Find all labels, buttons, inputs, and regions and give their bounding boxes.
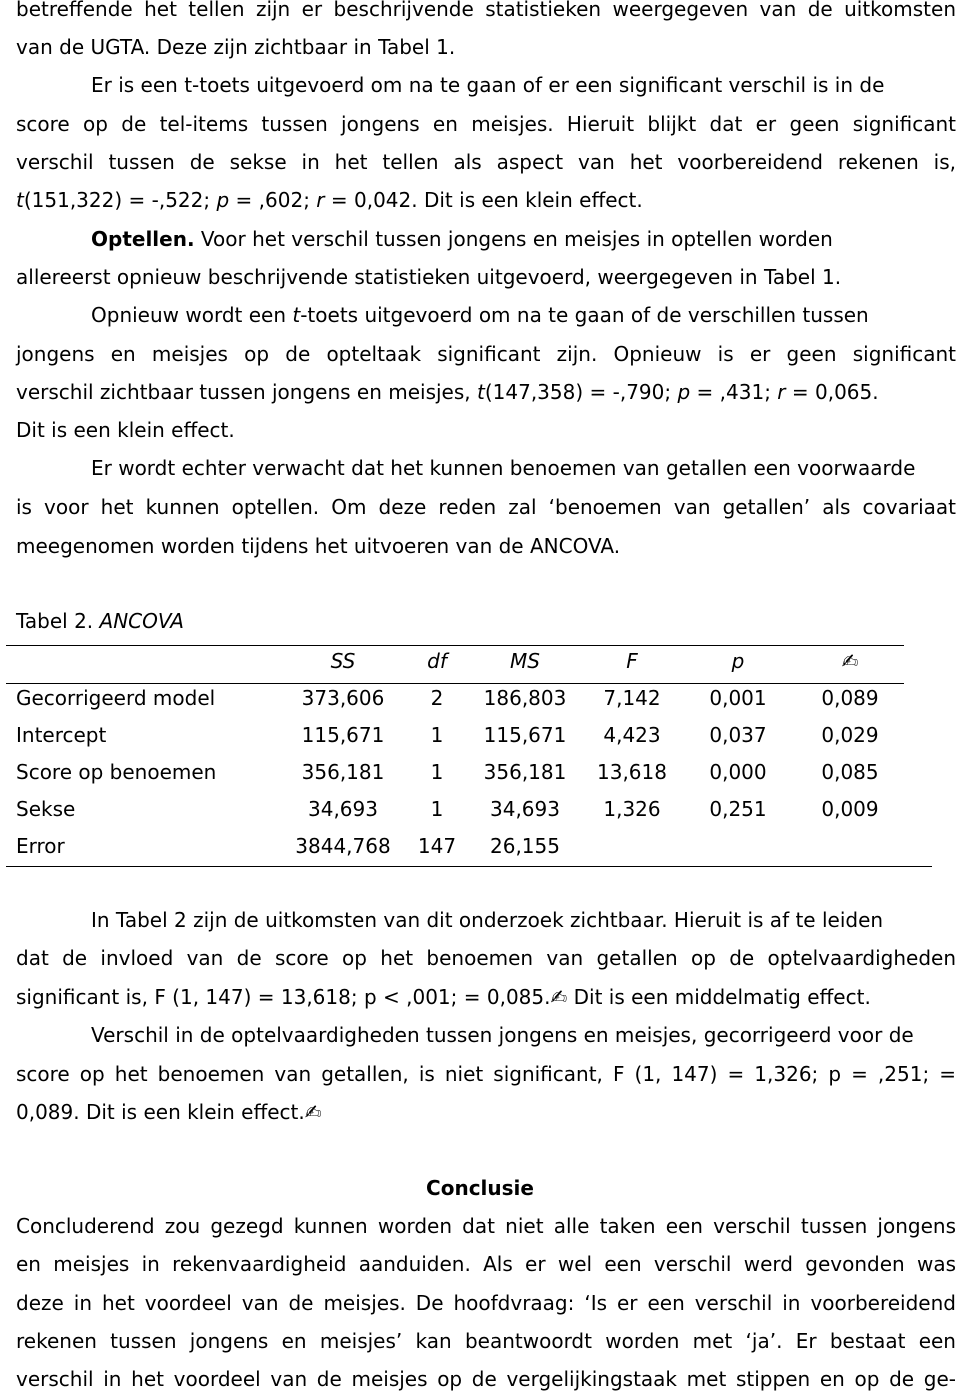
- cell-f: 7,142: [603, 686, 661, 710]
- table-header-rule: [6, 683, 904, 684]
- cell-effect: 0,085: [821, 760, 879, 784]
- body-text-line: score op de tel-items tussen jongens en meisjes. Hieruit blijkt dat er geen significant: [16, 112, 956, 136]
- cell-df: 1: [430, 723, 444, 747]
- text-run: = ,602;: [229, 188, 317, 212]
- body-text-line: rekenen tussen jongens en meisjes’ kan beantwoordt worden met ‘ja’. Er bestaat een: [16, 1329, 956, 1353]
- body-text-line: Er is een t-toets uitgevoerd om na te gaan of er een significant verschil is in de: [91, 73, 885, 97]
- stat-symbol: t: [477, 380, 485, 404]
- body-text-line: deze in het voordeel van de meisjes. De hoofdvraag: ‘Is er een verschil in voorbereidend: [16, 1291, 956, 1315]
- cell-effect: 0,009: [821, 797, 879, 821]
- cell-ss: 115,671: [301, 723, 385, 747]
- cell-df: 2: [430, 686, 444, 710]
- header-p: p: [731, 649, 745, 673]
- stat-symbol: t: [16, 188, 24, 212]
- text-run: -toets uitgevoerd om na te gaan of de verschillen tussen: [300, 303, 869, 327]
- cell-ms: 356,181: [483, 760, 567, 784]
- stat-symbol: t: [292, 303, 301, 327]
- body-text-line: [91, 303, 869, 327]
- stat-symbol: p: [677, 380, 691, 404]
- body-text-line: jongens en meisjes op de opteltaak significant zijn. Opnieuw is er geen significant: [16, 342, 956, 366]
- stat-symbol: r: [316, 188, 325, 212]
- cell-effect: 0,089: [821, 686, 879, 710]
- cell-ss: 34,693: [308, 797, 378, 821]
- header-ms: MS: [510, 649, 540, 673]
- caption-label: Tabel 2.: [16, 609, 100, 633]
- body-text-line: Dit is een klein effect.: [16, 418, 235, 442]
- text-run: Dit is een middelmatig effect.: [567, 985, 871, 1009]
- caption-title: ANCOVA: [99, 609, 184, 633]
- header-ss: SS: [330, 649, 356, 673]
- text-run: Opnieuw wordt een: [91, 303, 293, 327]
- body-text-line: In Tabel 2 zijn de uitkomsten van dit onderzoek zichtbaar. Hieruit is af te leiden: [91, 908, 884, 932]
- body-text-line: verschil in het voordeel van de meisjes op de vergelijkingstaak met stippen en op de ge-: [16, 1367, 956, 1391]
- body-text-line: van de UGTA. Deze zijn zichtbaar in Tabel 1.: [16, 35, 456, 59]
- body-text-line: [16, 985, 871, 1009]
- text-run: (147,358) = -,790;: [484, 380, 678, 404]
- text-run: (151,322) = -,522;: [23, 188, 217, 212]
- text-run: 0,089. Dit is een klein effect.: [16, 1100, 305, 1124]
- body-text-line: allereerst opnieuw beschrijvende statistieken uitgevoerd, weergegeven in Tabel 1.: [16, 265, 842, 289]
- body-text-line: [16, 1100, 322, 1124]
- header-df: df: [427, 649, 447, 673]
- text-run: Voor het verschil tussen jongens en meisjes in optellen worden: [194, 227, 833, 251]
- table-caption: [16, 609, 184, 633]
- cell-p: 0,001: [709, 686, 767, 710]
- cell-ss: 373,606: [301, 686, 385, 710]
- row-label: Gecorrigeerd model: [16, 686, 216, 710]
- table-bottom-rule: [6, 866, 932, 867]
- pen-icon: ✍: [304, 1100, 322, 1124]
- row-label: Intercept: [16, 723, 107, 747]
- body-text-line: verschil tussen de sekse in het tellen als aspect van het voorbereidend rekenen is,: [16, 150, 956, 174]
- cell-f: 1,326: [603, 797, 661, 821]
- cell-df: 147: [417, 834, 457, 858]
- cell-ms: 186,803: [483, 686, 567, 710]
- body-text-line: [91, 227, 833, 251]
- text-run: = ,431;: [690, 380, 778, 404]
- body-text-line: en meisjes in rekenvaardigheid aanduiden. Als er wel een verschil werd gevonden was: [16, 1252, 956, 1276]
- stat-symbol: p: [216, 188, 230, 212]
- header-effect-size-symbol: ✍: [841, 649, 859, 673]
- section-subheading: Optellen.: [91, 227, 195, 251]
- body-text-line: dat de invloed van de score op het benoemen van getallen op de optelvaardigheden: [16, 946, 956, 970]
- text-run: = 0,065.: [785, 380, 879, 404]
- section-heading: Conclusie: [426, 1176, 534, 1200]
- body-text-line: Concluderend zou gezegd kunnen worden dat niet alle taken een verschil tussen jongens: [16, 1214, 956, 1238]
- text-run: = 0,042. Dit is een klein effect.: [324, 188, 643, 212]
- body-text-line: [16, 188, 643, 212]
- cell-p: 0,000: [709, 760, 767, 784]
- cell-ms: 26,155: [490, 834, 560, 858]
- body-text-line: Er wordt echter verwacht dat het kunnen benoemen van getallen een voorwaarde: [91, 456, 916, 480]
- cell-f: 13,618: [597, 760, 667, 784]
- cell-p: 0,251: [709, 797, 767, 821]
- body-text-line: meegenomen worden tijdens het uitvoeren van de ANCOVA.: [16, 534, 621, 558]
- cell-ms: 115,671: [483, 723, 567, 747]
- cell-df: 1: [430, 760, 444, 784]
- body-text-line: betreffende het tellen zijn er beschrijvende statistieken weergegeven van de uitkomsten: [16, 0, 956, 21]
- text-run: verschil zichtbaar tussen jongens en meisjes,: [16, 380, 477, 404]
- cell-ms: 34,693: [490, 797, 560, 821]
- header-f: F: [626, 649, 638, 673]
- pen-icon: ✍: [550, 985, 568, 1009]
- row-label: Error: [16, 834, 65, 858]
- row-label: Sekse: [16, 797, 76, 821]
- cell-p: 0,037: [709, 723, 767, 747]
- body-text-line: [16, 380, 879, 404]
- stat-symbol: r: [777, 380, 786, 404]
- table-top-rule: [6, 645, 904, 646]
- body-text-line: Verschil in de optelvaardigheden tussen jongens en meisjes, gecorrigeerd voor de: [91, 1023, 914, 1047]
- body-text-line: is voor het kunnen optellen. Om deze reden zal ‘benoemen van getallen’ als covariaat: [16, 495, 956, 519]
- cell-ss: 3844,768: [295, 834, 391, 858]
- cell-f: 4,423: [603, 723, 661, 747]
- row-label: Score op benoemen: [16, 760, 217, 784]
- cell-df: 1: [430, 797, 444, 821]
- body-text-line: score op het benoemen van getallen, is niet significant, F (1, 147) = 1,326; p = ,251; =: [16, 1062, 956, 1086]
- text-run: significant is, F (1, 147) = 13,618; p < ,001; = 0,085.: [16, 985, 551, 1009]
- cell-effect: 0,029: [821, 723, 879, 747]
- cell-ss: 356,181: [301, 760, 385, 784]
